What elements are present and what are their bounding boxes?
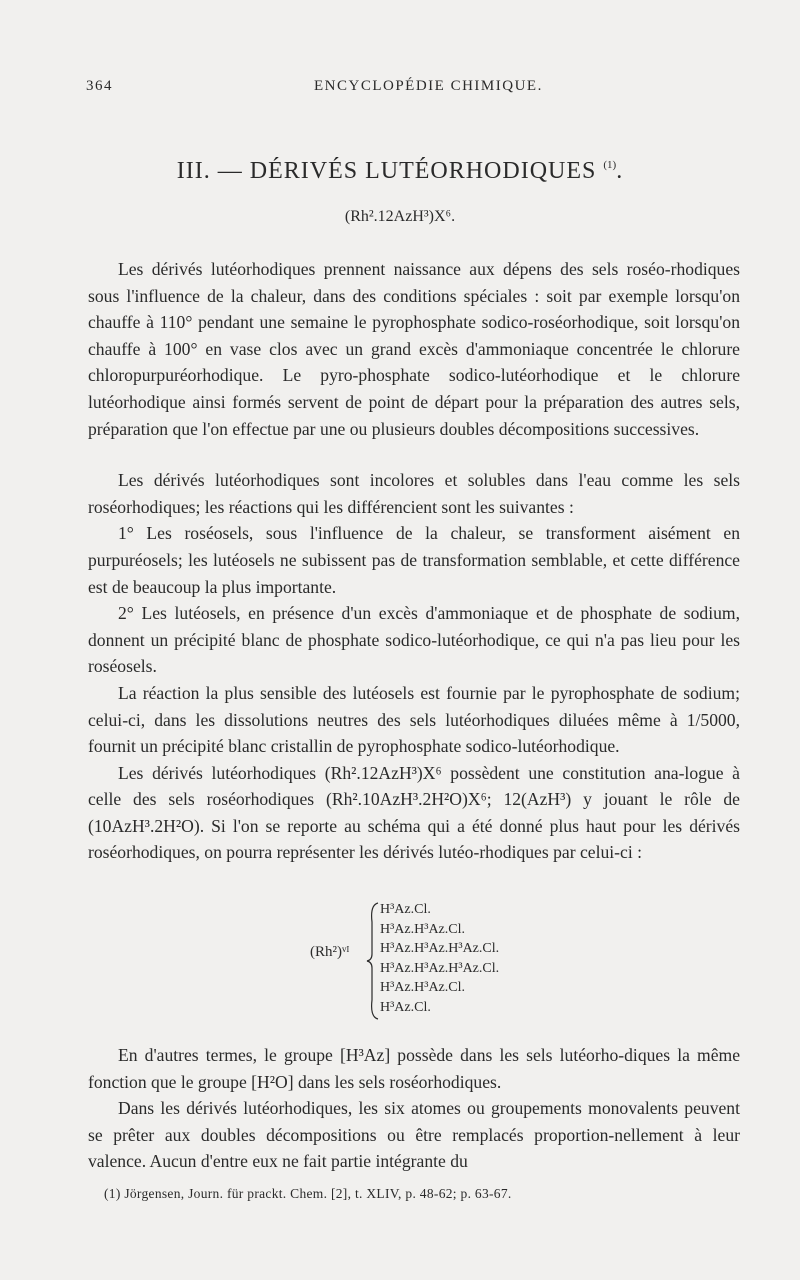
scheme-line: H³Az.Cl. <box>380 902 431 917</box>
paragraph: En d'autres termes, le groupe [H³Az] possède dans les sels lutéorho-diques la même fonction que le groupe [H²O] dans les sels roséorhodiques. <box>88 1045 740 1092</box>
section-title: III. — DÉRIVÉS LUTÉORHODIQUES $^{(1)}$. <box>176 158 624 184</box>
footnote: (1) Jörgensen, Journ. für prackt. Chem. [2], t. XLIV, p. 48-62; p. 63-67. <box>104 1186 512 1201</box>
scheme-line: H³Az.H³Az.Cl. <box>380 980 465 996</box>
footnote-reference: (1) <box>603 159 617 171</box>
paragraph: Dans les dérivés lutéorhodiques, les six atomes ou groupements monovalents peuvent se prêter aux doubles décompositions ou être remplacés proportion-nellement à leur valence. Aucun d'entre eux ne fait partie intégrante du <box>88 1098 740 1172</box>
paragraph: La réaction la plus sensible des lutéosels est fournie par le pyrophosphate de sodium; celui-ci, dans les dissolutions neutres des sels lutéorhodiques diluées même à 1/5000, fournit un précipité blanc cristallin de pyrophosphate sodico-lutéorhodique. <box>88 682 740 757</box>
section-title-text: III. — DÉRIVÉS LUTÉORHODIQUES <box>176 158 597 184</box>
general-formula: (Rh².12AzH³)X⁶. <box>344 208 456 225</box>
scheme-lines <box>380 900 499 1018</box>
scheme-label: (Rh²)ᵛᴵ <box>310 944 350 960</box>
structure-scheme <box>310 900 590 1022</box>
brace-icon <box>366 902 380 1020</box>
paragraph: Les dérivés lutéorhodiques (Rh².12AzH³)X⁶ possèdent une constitution ana-logue à celle des sels roséorhodiques (Rh².10AzH³.2H²O)X⁶; 12(AzH³) y jouant le rôle de (10AzH³.2H²O). Si l'on se reporte au schéma qui a été donné plus haut pour les dérivés roséorhodiques, on pourra représenter les dérivés lutéo-rhodiques par celui-ci : <box>88 762 740 863</box>
scheme-line: H³Az.H³Az.H³Az.Cl. <box>380 960 500 976</box>
scheme-line: H³Az.H³Az.H³Az.Cl. <box>380 941 500 957</box>
paragraph: 2° Les lutéosels, en présence d'un excès d'ammoniaque et de phosphate de sodium, donnent un précipité blanc de phosphate sodico-lutéorhodique, ce qui n'a pas lieu pour les roséosels. <box>88 603 740 677</box>
running-title: ENCYCLOPÉDIE CHIMIQUE. <box>314 78 543 94</box>
body-text-top <box>88 256 740 866</box>
scheme-line: H³Az.Cl. <box>380 999 431 1015</box>
body-text-bottom <box>88 1042 740 1175</box>
page-number: 364 <box>86 78 113 94</box>
paragraph: 1° Les roséosels, sous l'influence de la chaleur, se transforment aisément en purpuréosels; les lutéosels ne subissent pas de transformation semblable, et cette différence est de beaucoup la plus importante. <box>88 523 740 597</box>
paragraph: Les dérivés lutéorhodiques prennent naissance aux dépens des sels roséo-rhodiques sous l'influence de la chaleur, dans des conditions spéciales : soit par exemple lorsqu'on chauffe à 110° pendant une semaine le pyrophosphate sodico-roséorhodique, soit lorsqu'on chauffe à 100° en vase clos avec un grand excès d'ammoniaque concentrée le chlorure chloropurpuréorhodique. Le pyro-phosphate sodico-lutéorhodique et le chlorure lutéorhodique ainsi formés servent de point de départ pour la préparation des autres sels, préparation que l'on effectue par une ou plusieurs doubles décompositions successives. <box>88 259 740 439</box>
paragraph: Les dérivés lutéorhodiques sont incolores et solubles dans l'eau comme les sels roséorhodiques; les réactions qui les différencient sont les suivantes : <box>88 470 740 517</box>
scheme-line: H³Az.H³Az.Cl. <box>380 921 465 937</box>
